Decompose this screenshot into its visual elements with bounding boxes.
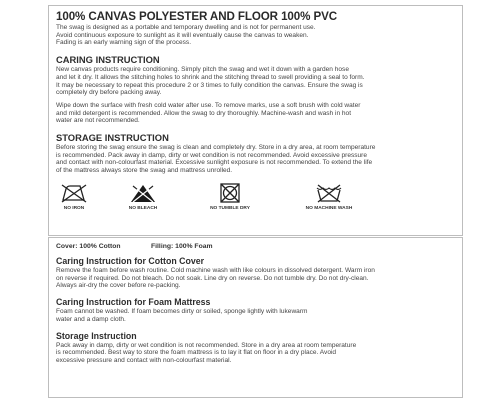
label-panel-canvas	[48, 5, 463, 236]
storage-line: is recommended. Pack away in damp, dirty or wet condition is not recommended. Avoid excessive pressure	[56, 151, 368, 159]
caring-line: completely dry before packing away.	[56, 89, 162, 97]
material-row	[56, 243, 456, 250]
storage-line: Pack away in damp, dirty or wet condition is not recommended. Store in a dry area at room temperature	[56, 341, 357, 349]
intro-line: The swag is designed as a portable and temporary dwelling and is not for permanent use.	[56, 24, 316, 31]
cover-heading: Caring Instruction for Cotton Cover	[56, 256, 205, 266]
caring-line: New canvas products require conditioning. Simply pitch the swag and wet it down with a garden hose	[56, 66, 349, 74]
caring-line: and mild detergent is recommended. Allow the swag to dry thoroughly. Machine-wash and wash in hot	[56, 109, 352, 117]
cover-material: Cover: 100% Cotton	[56, 243, 121, 250]
storage-line: Before storing the swag ensure the swag is clean and completely dry. Store in a dry area, at room temperature	[56, 144, 376, 152]
care-symbol-no-iron	[56, 183, 92, 211]
cover-line: on reverse if required. Do not bleach. Do not soak. Line dry on reverse. Do not tumble dry. Do not dry-clean.	[56, 274, 369, 282]
foam-heading: Caring Instruction for Foam Mattress	[56, 297, 211, 308]
storage-heading: STORAGE INSTRUCTION	[56, 132, 169, 144]
caring-heading: CARING INSTRUCTION	[56, 54, 160, 66]
storage-line: of the mattress always store the swag and mattress unrolled.	[56, 167, 233, 175]
care-symbol-no-bleach	[116, 183, 170, 211]
cover-line: Always air-dry the cover before re-packing.	[56, 282, 181, 290]
caring-line: Wipe down the surface with fresh cold water after use. To remove marks, use a soft brush with cold water	[56, 101, 361, 109]
page-title: 100% CANVAS POLYESTER AND FLOOR 100% PVC	[56, 10, 337, 23]
storage-line: and contact with non-colourfast material. Excessive sunlight exposure is not recommended. To extend the life	[56, 159, 373, 167]
intro-line: Avoid continuous exposure to sunlight as it will eventually cause the canvas to weaken.	[56, 31, 309, 39]
no-tumble-dry-icon	[219, 183, 241, 203]
care-symbol-no-tumble-dry	[200, 183, 260, 211]
cover-line: Remove the foam before wash routine. Cold machine wash with like colours in dissolved detergent. Warm iron	[56, 267, 375, 274]
intro-line: Fading is an early warning sign of the process.	[56, 39, 192, 47]
icon-label: NO MACHINE WASH	[305, 205, 353, 211]
icon-label: NO TUMBLE DRY	[210, 205, 250, 211]
caring-line: water are not recommended.	[56, 117, 140, 125]
foam-line: water and a damp cloth.	[56, 315, 126, 323]
caring-line: and let it dry. It allows the stitching holes to shrink and the stitching thread to swell providing a seal to form.	[56, 73, 365, 81]
caring-line: It may be necessary to repeat this procedure 2 or 3 times to fully condition the canvas. Ensure the swag is	[56, 81, 363, 89]
no-bleach-icon	[129, 183, 157, 203]
storage-heading-bottom: Storage Instruction	[56, 330, 137, 341]
filling-material: Filling: 100% Foam	[151, 243, 213, 250]
care-symbol-no-machine-wash	[294, 183, 364, 211]
foam-line: Foam cannot be washed. If foam becomes dirty or soiled, sponge lightly with lukewarm	[56, 308, 308, 316]
icon-label: NO BLEACH	[128, 205, 158, 211]
no-machine-wash-icon	[315, 183, 343, 203]
icon-label: NO IRON	[63, 205, 85, 211]
storage-line: is recommended. Best way to store the foam mattress is to lay it flat on floor in a dry place. Avoid	[56, 349, 337, 357]
care-symbols	[56, 183, 456, 211]
storage-line: excessive pressure and contact with non-colourfast material.	[56, 356, 232, 364]
label-panel-cotton-foam	[48, 237, 463, 398]
no-iron-icon	[60, 183, 88, 203]
